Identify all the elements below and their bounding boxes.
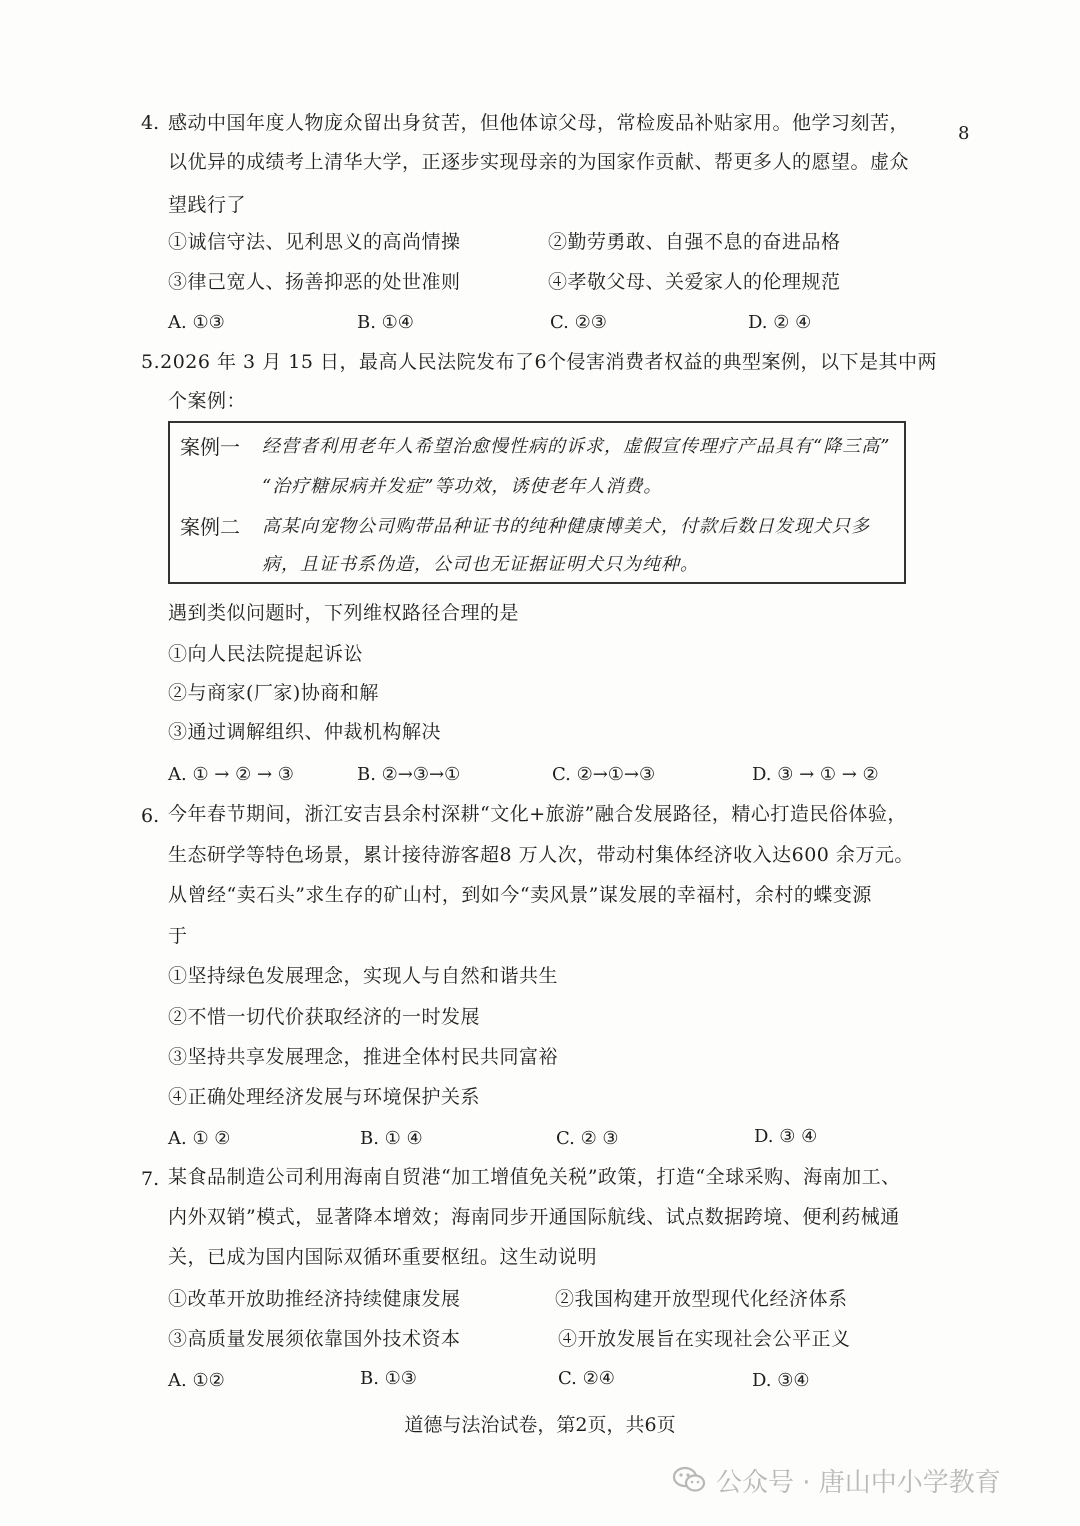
watermark bbox=[672, 1460, 1001, 1500]
q7-stem-line-3: 关，已成为国内国际双循环重要枢纽。这生动说明 bbox=[168, 1246, 598, 1268]
q7-option-a: A. ①② bbox=[168, 1370, 225, 1391]
q5-stem-line-2: 个案例： bbox=[168, 390, 247, 412]
q4-item-3: ③律己宽人、扬善抑恶的处世准则 bbox=[168, 271, 461, 293]
q5-item-2: ②与商家(厂家)协商和解 bbox=[168, 682, 379, 704]
q7-item-4: ④开放发展旨在实现社会公平正义 bbox=[558, 1328, 851, 1350]
q6-option-a: A. ① ② bbox=[168, 1128, 231, 1149]
q5-item-3: ③通过调解组织、仲裁机构解决 bbox=[168, 721, 442, 743]
page-marker: 8 bbox=[958, 123, 970, 144]
wechat-icon bbox=[672, 1466, 706, 1494]
case2-title: 案例二 bbox=[180, 515, 240, 539]
q5-question: 遇到类似问题时，下列维权路径合理的是 bbox=[168, 602, 520, 624]
q6-item-1: ①坚持绿色发展理念，实现人与自然和谐共生 bbox=[168, 965, 559, 987]
q4-option-d: D. ② ④ bbox=[748, 312, 812, 333]
case1-text-line-1: 经营者利用老年人希望治愈慢性病的诉求，虚假宣传理疗产品具有“降三高” bbox=[262, 436, 891, 457]
q6-option-d: D. ③ ④ bbox=[754, 1126, 818, 1147]
q5-option-b: B. ②→③→① bbox=[357, 764, 461, 785]
q5-stem-line-1: 5.2026 年 3 月 15 日，最高人民法院发布了6个侵害消费者权益的典型案例，以下是其中两 bbox=[141, 351, 938, 373]
case-box bbox=[168, 421, 906, 584]
q4-stem-line-1: 感动中国年度人物庞众留出身贫苦，但他体谅父母，常检废品补贴家用。他学习刻苦， bbox=[168, 112, 910, 134]
q5-option-d: D. ③ → ① → ② bbox=[752, 764, 879, 785]
q4-stem-line-2: 以优异的成绩考上清华大学，正逐步实现母亲的为国家作贡献、帮更多人的愿望。虚众 bbox=[168, 151, 910, 173]
case1-text-line-2: “治疗糖尿病并发症”等功效，诱使老年人消费。 bbox=[262, 476, 663, 497]
case2-text-line-1: 高某向宠物公司购带品种证书的纯种健康博美犬，付款后数日发现犬只多 bbox=[262, 516, 870, 537]
q4-item-4: ④孝敬父母、关爱家人的伦理规范 bbox=[548, 271, 841, 293]
watermark-text: 公众号 · 唐山中小学教育 bbox=[716, 1467, 1001, 1498]
q6-stem-line-4: 于 bbox=[168, 925, 188, 947]
case2-text-line-2: 病，且证书系伪造，公司也无证据证明犬只为纯种。 bbox=[262, 554, 699, 575]
q6-item-3: ③坚持共享发展理念，推进全体村民共同富裕 bbox=[168, 1046, 559, 1068]
q7-option-c: C. ②④ bbox=[558, 1368, 615, 1389]
q4-item-1: ①诚信守法、见利思义的高尚情操 bbox=[168, 231, 461, 253]
q7-item-1: ①改革开放助推经济持续健康发展 bbox=[168, 1288, 461, 1310]
q6-stem-line-3: 从曾经“卖石头”求生存的矿山村，到如今“卖风景”谋发展的幸福村，余村的蝶变源 bbox=[168, 884, 872, 906]
q5-option-c: C. ②→①→③ bbox=[552, 764, 656, 785]
q5-option-a: A. ① → ② → ③ bbox=[168, 764, 294, 785]
q6-option-c: C. ② ③ bbox=[556, 1128, 619, 1149]
q6-stem-line-2: 生态研学等特色场景，累计接待游客超8 万人次，带动村集体经济收入达600 余万元。 bbox=[168, 844, 914, 866]
q4-option-c: C. ②③ bbox=[550, 312, 607, 333]
q7-option-d: D. ③④ bbox=[752, 1370, 810, 1391]
case1-title: 案例一 bbox=[180, 435, 240, 459]
q6-option-b: B. ① ④ bbox=[360, 1128, 423, 1149]
q4-number: 4. bbox=[141, 112, 160, 134]
q4-option-a: A. ①③ bbox=[168, 312, 225, 333]
q7-item-2: ②我国构建开放型现代化经济体系 bbox=[555, 1288, 848, 1310]
q6-item-2: ②不惜一切代价获取经济的一时发展 bbox=[168, 1006, 481, 1028]
page-footer: 道德与法治试卷，第2页，共6页 bbox=[404, 1414, 676, 1436]
q7-item-3: ③高质量发展须依靠国外技术资本 bbox=[168, 1328, 461, 1350]
q4-option-b: B. ①④ bbox=[357, 312, 414, 333]
q6-stem-line-1: 今年春节期间，浙江安吉县余村深耕“文化+旅游”融合发展路径，精心打造民俗体验， bbox=[168, 803, 907, 825]
q4-stem-line-3: 望践行了 bbox=[168, 194, 247, 216]
q7-number: 7. bbox=[141, 1168, 160, 1190]
q4-item-2: ②勤劳勇敢、自强不息的奋进品格 bbox=[548, 231, 841, 253]
q5-item-1: ①向人民法院提起诉讼 bbox=[168, 643, 364, 665]
q7-stem-line-2: 内外双销”模式，显著降本增效；海南同步开通国际航线、试点数据跨境、便利药械通 bbox=[168, 1206, 900, 1228]
q6-number: 6. bbox=[141, 805, 160, 827]
q6-item-4: ④正确处理经济发展与环境保护关系 bbox=[168, 1086, 481, 1108]
q7-option-b: B. ①③ bbox=[360, 1368, 417, 1389]
q7-stem-line-1: 某食品制造公司利用海南自贸港“加工增值免关税”政策，打造“全球采购、海南加工、 bbox=[168, 1166, 901, 1188]
